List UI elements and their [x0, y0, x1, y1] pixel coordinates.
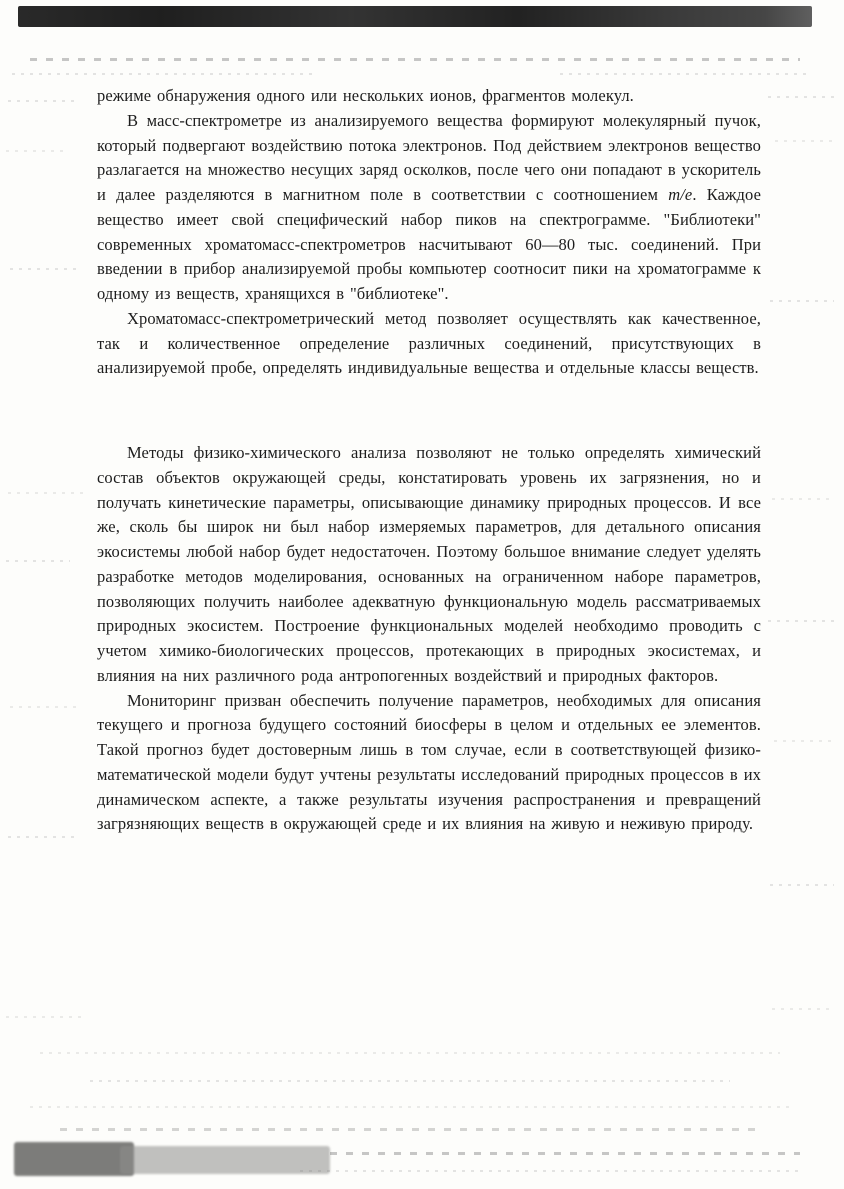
- scan-artifact-speckle: [6, 150, 66, 152]
- scan-artifact-blot: [120, 1146, 330, 1174]
- scan-artifact-speckle: [10, 268, 80, 270]
- text-run: Мониторинг призван обеспечить получение параметров, необходимых для описания текущего и прогноза будущего состояний биосферы в целом и отдельных ее элементов. Такой прогноз будет достоверным лишь в том случае, если в соответствующей физико-математической модели будут учтены результаты исследований природных процессов в их динамическом аспекте, а также результаты изучения распространения и превращений загрязняющих веществ в окружающей среде и их влияния на живую и неживую природу.: [97, 690, 761, 834]
- scan-artifact-speckle: [6, 560, 70, 562]
- scan-artifact-speckle: [770, 300, 834, 302]
- scan-artifact-dash-row: [30, 1106, 790, 1108]
- paragraph: [97, 109, 761, 307]
- paragraph: [97, 307, 761, 381]
- scan-artifact-speckle: [770, 884, 834, 886]
- scan-artifact-speckle: [772, 498, 834, 500]
- text-run: Хроматомасс-спектрометрический метод позволяет осуществлять как качественное, так и количественное определение различных соединений, присутствующих в анализируемой пробе, определять индивидуальные вещества и отдельные классы веществ.: [97, 308, 761, 378]
- scan-artifact-dash-row: [300, 1170, 800, 1172]
- text-run: Методы физико-химического анализа позволяют не только определять химический состав объектов окружающей среды, констатировать уровень их загрязнения, но и получать кинетические параметры, описывающие динамику природных процессов. И все же, сколь бы широк ни был набор измеряемых параметров, для детального описания экосистемы любой набор будет недостаточен. Поэтому большое внимание следует уделять разработке методов моделирования, основанных на ограниченном наборе параметров, позволяющих получить наиболее адекватную функциональную модель рассматриваемых природных экосистем. Построение функциональных моделей необходимо проводить с учетом химико-биологических процессов, протекающих в природных экосистемах, и влияния на них различного рода антропогенных воздействий и природных факторов.: [97, 443, 761, 685]
- scan-artifact-speckle: [8, 100, 80, 102]
- scan-artifact-dash-row: [40, 1052, 780, 1054]
- math-variable: m/e: [668, 185, 693, 204]
- paragraph: [97, 689, 761, 838]
- paragraph: [97, 84, 761, 109]
- text-run: режиме обнаружения одного или нескольких ионов, фрагментов молекул.: [97, 86, 634, 105]
- scan-artifact-dash-row: [90, 1080, 730, 1082]
- document-text-block: [97, 84, 761, 837]
- scan-artifact-speckle: [768, 96, 834, 98]
- scan-artifact-speckle: [6, 1016, 84, 1018]
- scan-artifact-dash-row: [560, 73, 810, 75]
- scan-artifact-dash-row: [60, 1128, 760, 1131]
- text-run: В масс-спектрометре из анализируемого вещества формируют молекулярный пучок, который подвергают воздействию потока электронов. Под действием электронов вещество разлагается на множество несущих заряд осколков, после чего они попадают в ускоритель и далее разделяются в магнитном поле в соответствии с соотношением: [97, 110, 761, 204]
- scan-artifact-speckle: [768, 620, 834, 622]
- scan-artifact-speckle: [772, 1008, 832, 1010]
- scan-artifact-speckle: [10, 706, 80, 708]
- scan-artifact-speckle: [774, 740, 832, 742]
- scan-artifact-top-bar: [18, 6, 812, 27]
- scan-artifact-speckle: [8, 492, 88, 494]
- scan-artifact-blot: [14, 1142, 134, 1176]
- scan-artifact-speckle: [8, 836, 74, 838]
- scan-artifact-dash-row: [330, 1152, 800, 1155]
- scan-artifact-dash-row: [30, 58, 800, 61]
- scan-artifact-dash-row: [12, 73, 312, 75]
- scan-artifact-speckle: [775, 140, 833, 142]
- paragraph: [97, 441, 761, 689]
- text-run: . Каждое вещество имеет свой специфический набор пиков на спектрограмме. "Библиотеки" современных хроматомасс-спектрометров насчитывают 60—80 тыс. соединений. При введении в прибор анализируемой пробы компьютер соотносит пики на хроматограмме к одному из веществ, хранящихся в "библиотеке".: [97, 185, 761, 303]
